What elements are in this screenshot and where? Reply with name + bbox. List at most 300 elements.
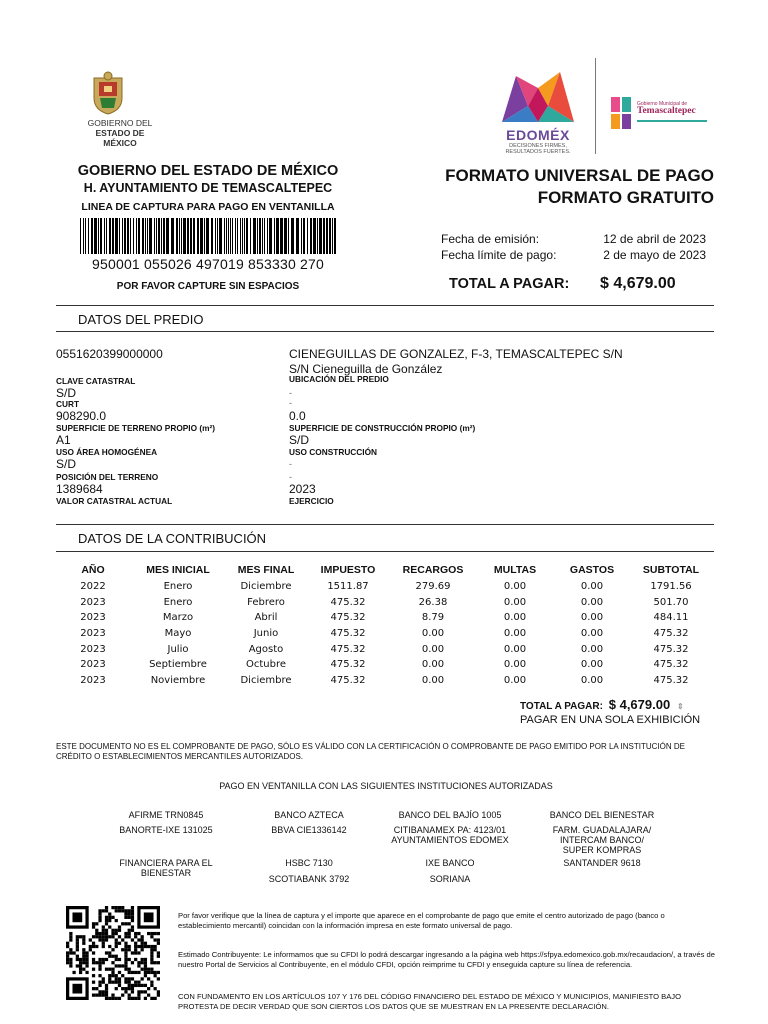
barcode-bar — [91, 218, 93, 254]
qr-module — [150, 984, 153, 987]
capture-no-spaces-note: POR FAVOR CAPTURE SIN ESPACIOS — [116, 281, 300, 292]
cell: Marzo — [162, 612, 194, 624]
qr-module — [150, 945, 153, 948]
qr-module — [128, 948, 131, 951]
contrib-header-row — [56, 564, 712, 579]
qr-module — [115, 942, 118, 945]
qr-module — [85, 964, 88, 967]
edomex-tagline-1: DECISIONES FIRMES, — [509, 143, 567, 149]
sup-terreno-value: 908290.0 — [56, 409, 107, 423]
qr-module — [150, 948, 153, 951]
qr-module — [141, 948, 144, 951]
qr-module — [82, 935, 85, 938]
qr-module — [92, 961, 95, 964]
qr-module — [121, 974, 124, 977]
temascaltepec-logo — [609, 95, 719, 135]
qr-module — [141, 977, 144, 980]
cell: 2023 — [80, 612, 106, 624]
qr-module — [95, 935, 98, 938]
qr-module — [76, 964, 79, 967]
qr-module — [141, 958, 144, 961]
curt-dash-1: - — [289, 388, 292, 398]
barcode-bar — [147, 218, 148, 254]
total-bottom-label: TOTAL A PAGAR: — [520, 701, 603, 712]
cell: 0.00 — [580, 628, 604, 640]
qr-module — [66, 958, 69, 961]
barcode-bar — [219, 218, 222, 254]
qr-module — [157, 942, 160, 945]
barcode-bar — [149, 218, 152, 254]
inst-hsbc: HSBC 7130 — [285, 858, 333, 868]
qr-module — [128, 981, 131, 984]
barcode-bar — [104, 218, 105, 254]
barcode-bar — [291, 218, 294, 254]
divider-contrib-bottom — [56, 551, 714, 552]
barcode-bar — [230, 218, 231, 254]
qr-module — [105, 994, 108, 997]
qr-module — [105, 990, 108, 993]
cell: 475.32 — [653, 643, 689, 655]
curt-label: CURT — [56, 399, 80, 409]
qr-module — [144, 968, 147, 971]
qr-module — [85, 971, 88, 974]
qr-module — [98, 938, 101, 941]
qr-module — [105, 938, 108, 941]
capture-line: 950001 055026 497019 853330 270 — [92, 256, 324, 272]
barcode-bar — [262, 218, 263, 254]
barcode-bar — [124, 218, 126, 254]
cell: Julio — [167, 643, 189, 655]
qr-module — [128, 935, 131, 938]
qr-module — [69, 964, 72, 967]
total-top — [449, 276, 689, 292]
qr-module — [115, 964, 118, 967]
qr-module — [108, 912, 111, 915]
table-row — [56, 595, 712, 611]
qr-module — [124, 961, 127, 964]
inst-bienestar: BANCO DEL BIENESTAR — [549, 810, 655, 820]
format-title-line2: FORMATO GRATUITO — [537, 188, 714, 207]
cell: 2023 — [80, 596, 106, 608]
qr-module — [124, 964, 127, 967]
cell: Enero — [163, 581, 193, 593]
cell: 26.38 — [418, 596, 448, 608]
qr-module — [108, 974, 111, 977]
curt-dash-2: - — [289, 398, 292, 408]
qr-module — [118, 981, 121, 984]
qr-module — [128, 958, 131, 961]
qr-module — [150, 958, 153, 961]
qr-module — [124, 990, 127, 993]
qr-module — [69, 961, 72, 964]
qr-module — [141, 984, 144, 987]
inst-financiera: FINANCIERA PARA EL BIENESTAR — [119, 858, 213, 878]
barcode-bar — [240, 218, 241, 254]
cell: Enero — [163, 596, 193, 608]
total-bottom — [520, 697, 684, 712]
qr-module — [98, 968, 101, 971]
qr-module — [157, 994, 160, 997]
qr-module — [115, 981, 118, 984]
qr-module — [131, 925, 134, 928]
col-recargos: RECARGOS — [402, 564, 464, 576]
qr-module — [111, 997, 114, 1000]
qr-module — [92, 958, 95, 961]
cell: 475.32 — [653, 659, 689, 671]
qr-module — [131, 938, 134, 941]
qr-module — [128, 909, 131, 912]
temascaltepec-name: Temascaltepec — [637, 106, 696, 116]
qr-module — [118, 984, 121, 987]
cell: 8.79 — [421, 612, 445, 624]
qr-module — [128, 945, 131, 948]
barcode-bar — [193, 218, 195, 254]
qr-module — [134, 981, 137, 984]
qr-module — [124, 968, 127, 971]
inst-azteca: BANCO AZTECA — [274, 810, 344, 820]
barcode-bar — [334, 218, 336, 254]
total-top-label: TOTAL A PAGAR: — [449, 276, 570, 292]
col-mes-inicial: MES INICIAL — [146, 564, 210, 576]
posicion-label: POSICIÓN DEL TERRENO — [56, 472, 159, 482]
barcode-bar — [288, 218, 289, 254]
ejercicio-label: EJERCICIO — [289, 496, 334, 506]
qr-module — [98, 909, 101, 912]
qr-module — [134, 932, 137, 935]
cell: 475.32 — [330, 612, 366, 624]
barcode-bar — [206, 218, 209, 254]
divider-predio-top — [56, 305, 714, 306]
logo-divider — [595, 58, 596, 154]
barcode-bar — [88, 218, 89, 254]
qr-module — [154, 997, 157, 1000]
barcode-bar — [109, 218, 111, 254]
barcode-bar — [142, 218, 144, 254]
barcode-bar — [301, 218, 302, 254]
cell: 0.00 — [580, 643, 604, 655]
qr-module — [79, 971, 82, 974]
qr-module — [111, 916, 114, 919]
qr-module — [137, 951, 140, 954]
qr-module — [111, 971, 114, 974]
qr-module — [128, 994, 131, 997]
format-title-line1: FORMATO UNIVERSAL DE PAGO — [445, 166, 714, 185]
sup-constr-label: SUPERFICIE DE CONSTRUCCIÓN PROPIO (m²) — [289, 423, 476, 433]
qr-module — [137, 961, 140, 964]
qr-module — [98, 912, 101, 915]
qr-module — [108, 919, 111, 922]
contrib-section-title: DATOS DE LA CONTRIBUCIÓN — [78, 531, 267, 546]
qr-module — [141, 945, 144, 948]
cell: 0.00 — [580, 596, 604, 608]
qr-module — [108, 935, 111, 938]
barcode-bar — [269, 218, 272, 254]
qr-module — [131, 951, 134, 954]
qr-module — [82, 948, 85, 951]
cell: 475.32 — [653, 674, 689, 686]
cell: 2022 — [80, 581, 106, 593]
qr-module — [157, 955, 160, 958]
barcode-bar — [145, 218, 146, 254]
total-top-value: $ 4,679.00 — [600, 275, 676, 292]
qr-module — [128, 916, 131, 919]
qr-module — [102, 977, 105, 980]
sup-constr-value: 0.0 — [289, 409, 306, 423]
cell: 2023 — [80, 643, 106, 655]
qr-module — [105, 997, 108, 1000]
inst-bbva: BBVA CIE1336142 — [271, 825, 347, 835]
cell: Agosto — [248, 643, 284, 655]
barcode-bar — [317, 218, 318, 254]
header-gobierno: GOBIERNO DEL ESTADO DE MÉXICO — [77, 163, 339, 179]
qr-module — [150, 932, 153, 935]
qr-module — [111, 961, 114, 964]
posicion-value: S/D — [56, 457, 77, 471]
qr-module — [154, 932, 157, 935]
qr-module — [115, 955, 118, 958]
qr-module — [105, 929, 108, 932]
qr-module — [102, 990, 105, 993]
barcode-bar — [244, 218, 245, 254]
qr-module — [137, 984, 140, 987]
cell: 0.00 — [580, 581, 604, 593]
qr-module — [115, 974, 118, 977]
qr-module — [118, 964, 121, 967]
barcode-bar — [253, 218, 256, 254]
qr-module — [115, 945, 118, 948]
cell: 279.69 — [415, 581, 451, 593]
barcode-bar — [85, 218, 86, 254]
qr-module — [98, 981, 101, 984]
barcode-bar — [127, 218, 129, 254]
qr-module — [150, 968, 153, 971]
qr-module — [105, 906, 108, 909]
qr-module — [118, 958, 121, 961]
ejercicio-value: 2023 — [289, 482, 316, 496]
estado-mexico-logo-text: GOBIERNO DEL ESTADO DE MÉXICO — [87, 118, 153, 148]
qr-module — [150, 961, 153, 964]
qr-module — [157, 961, 160, 964]
qr-module — [128, 929, 131, 932]
qr-module — [147, 971, 150, 974]
qr-module — [118, 971, 121, 974]
uso-constr-label: USO CONSTRUCCIÓN — [289, 447, 378, 457]
qr-module — [79, 964, 82, 967]
header-ayuntamiento: H. AYUNTAMIENTO DE TEMASCALTEPEC — [83, 181, 333, 195]
qr-module — [137, 938, 140, 941]
qr-module — [95, 961, 98, 964]
barcode-bar — [267, 218, 268, 254]
barcode-bar — [156, 218, 157, 254]
qr-module — [128, 987, 131, 990]
barcode-bar — [176, 218, 178, 254]
qr-module — [118, 906, 121, 909]
qr-module — [150, 955, 153, 958]
valor-value: 1389684 — [56, 482, 103, 496]
divider-contrib-top — [56, 524, 714, 525]
qr-module — [124, 935, 127, 938]
qr-module — [144, 974, 147, 977]
cell: 0.00 — [503, 596, 527, 608]
qr-module — [102, 929, 105, 932]
qr-module — [115, 929, 118, 932]
qr-module — [108, 951, 111, 954]
qr-module — [131, 984, 134, 987]
qr-module — [131, 916, 134, 919]
qr-module — [144, 942, 147, 945]
qr-module — [141, 935, 144, 938]
barcode-bar — [326, 218, 328, 254]
qr-module — [115, 987, 118, 990]
qr-module — [105, 987, 108, 990]
qr-module — [92, 925, 95, 928]
barcode-bar — [154, 218, 155, 254]
qr-module — [141, 990, 144, 993]
qr-module — [124, 948, 127, 951]
cell: 475.32 — [330, 659, 366, 671]
barcode-bar — [226, 218, 227, 254]
qr-module — [124, 981, 127, 984]
qr-module — [82, 968, 85, 971]
barcode-bar — [112, 218, 114, 254]
qr-module — [66, 951, 69, 954]
cell: 501.70 — [653, 596, 689, 608]
table-row — [56, 626, 712, 642]
cell: 475.32 — [330, 596, 366, 608]
cell: 0.00 — [503, 659, 527, 671]
qr-module — [128, 977, 131, 980]
qr-finder — [144, 912, 154, 922]
qr-module — [92, 922, 95, 925]
barcode-bar — [235, 218, 236, 254]
qr-module — [102, 981, 105, 984]
valor-label: VALOR CATASTRAL ACTUAL — [56, 496, 173, 506]
qr-module — [134, 942, 137, 945]
barcode-bar — [136, 218, 137, 254]
qr-module — [150, 981, 153, 984]
qr-module — [76, 948, 79, 951]
qr-module — [102, 994, 105, 997]
qr-module — [82, 958, 85, 961]
barcode-bar — [130, 218, 131, 254]
col-subtotal: SUBTOTAL — [642, 564, 700, 576]
qr-module — [76, 935, 79, 938]
curt-value: S/D — [56, 386, 77, 400]
qr-module — [157, 951, 160, 954]
barcode-bar — [187, 218, 189, 254]
qr-module — [108, 968, 111, 971]
cell: 0.00 — [503, 674, 527, 686]
qr-module — [85, 951, 88, 954]
estado-mexico-logo — [88, 70, 128, 116]
barcode-bar — [224, 218, 225, 254]
dates-block — [441, 231, 706, 263]
table-row — [56, 610, 712, 626]
qr-module — [128, 912, 131, 915]
qr-finder — [72, 912, 82, 922]
qr-module — [102, 909, 105, 912]
qr-module — [124, 945, 127, 948]
qr-module — [118, 977, 121, 980]
qr-module — [108, 997, 111, 1000]
qr-module — [92, 987, 95, 990]
qr-module — [92, 994, 95, 997]
barcode-bar — [158, 218, 160, 254]
qr-module — [105, 916, 108, 919]
qr-module — [115, 906, 118, 909]
barcode-bar — [179, 218, 180, 254]
qr-module — [144, 945, 147, 948]
contrib-table — [56, 564, 712, 688]
qr-module — [98, 935, 101, 938]
qr-module — [92, 951, 95, 954]
note-verifique: Por favor verifique que la línea de captura y el importe que aparece en el comprobante de pago que emite el centro autorizado de pago (banco o establecimiento mercantil) coincidan con la información impresa en este formato universal de pago. — [178, 911, 665, 930]
cell: 0.00 — [503, 628, 527, 640]
qr-module — [128, 984, 131, 987]
qr-module — [137, 990, 140, 993]
qr-module — [121, 994, 124, 997]
qr-module — [115, 938, 118, 941]
qr-module — [92, 968, 95, 971]
barcode-bar — [323, 218, 325, 254]
barcode-bar — [106, 218, 107, 254]
qr-module — [98, 916, 101, 919]
barcode-bar — [171, 218, 174, 254]
qr-module — [137, 964, 140, 967]
qr-module — [111, 974, 114, 977]
ubicacion-value-2: S/N Cieneguilla de González — [289, 362, 443, 376]
barcode-bar — [276, 218, 279, 254]
qr-module — [144, 984, 147, 987]
barcode-bar — [264, 218, 265, 254]
qr-module — [124, 958, 127, 961]
qr-module — [131, 929, 134, 932]
qr-module — [66, 942, 69, 945]
cell: Abril — [254, 612, 278, 624]
qr-module — [111, 968, 114, 971]
qr-module — [85, 961, 88, 964]
inst-banorte: BANORTE-IXE 131025 — [119, 825, 213, 835]
inst-ixe: IXE BANCO — [425, 858, 475, 868]
qr-module — [147, 932, 150, 935]
qr-module — [76, 942, 79, 945]
barcode-bar — [242, 218, 243, 254]
barcode-bar — [319, 218, 322, 254]
qr-module — [144, 964, 147, 967]
limite-label: Fecha límite de pago: — [441, 248, 557, 262]
qr-module — [105, 968, 108, 971]
qr-module — [134, 948, 137, 951]
qr-finder — [72, 984, 82, 994]
barcode-bar — [257, 218, 258, 254]
qr-module — [108, 977, 111, 980]
qr-module — [98, 994, 101, 997]
barcode-bar — [250, 218, 251, 254]
note-cfdi: Estimado Contribuyente: Le informamos que su CFDI lo podrá descargar ingresando a la página web https://sfpya.edomexico.gob.mx/recaudacion/, a través de nuestro Portal de Servicios al Contribuyente, en el módulo CFDI, opción reimprime tu CFDI y enseguida capture su línea de referencia. — [178, 950, 715, 969]
qr-module — [118, 929, 121, 932]
cell: 475.32 — [653, 628, 689, 640]
ubicacion-value-1: CIENEGUILLAS DE GONZALEZ, F-3, TEMASCALTEPEC S/N — [289, 347, 623, 361]
table-row — [56, 673, 712, 689]
cell: 1791.56 — [650, 581, 692, 593]
qr-module — [137, 981, 140, 984]
qr-module — [115, 932, 118, 935]
qr-module — [124, 909, 127, 912]
qr-module — [115, 909, 118, 912]
barcode-bar — [217, 218, 218, 254]
qr-module — [154, 961, 157, 964]
qr-module — [141, 938, 144, 941]
